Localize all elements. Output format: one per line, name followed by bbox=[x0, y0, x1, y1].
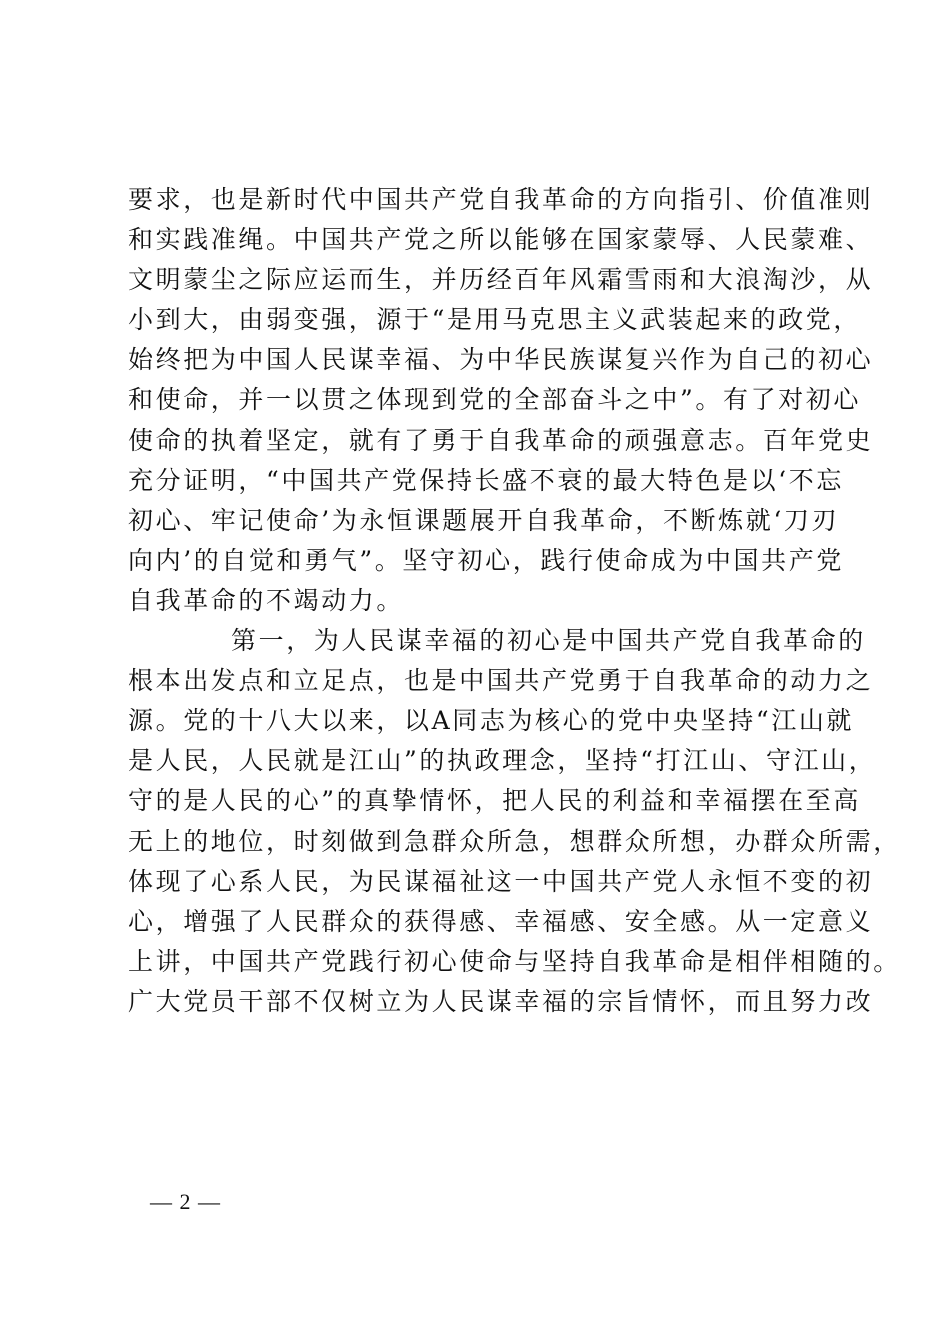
text-line: 向内’的自觉和勇气”。坚守初心，践行使命成为中国共产党 bbox=[128, 545, 844, 575]
text-line: 文明蒙尘之际应运而生，并历经百年风霜雪雨和大浪淘沙，从 bbox=[128, 265, 874, 295]
text-line: 无上的地位，时刻做到急群众所急，想群众所想，办群众所需， bbox=[128, 826, 901, 856]
text-line: 要求，也是新时代中国共产党自我革命的方向指引、价值准则 bbox=[128, 185, 874, 214]
page-number: — 2 — bbox=[150, 1189, 221, 1214]
paragraph-first-line: 第一，为人民谋幸福的初心是中国共产党自我革命的 bbox=[231, 626, 866, 656]
text-line: 根本出发点和立足点，也是中国共产党勇于自我革命的动力之 bbox=[128, 666, 874, 696]
text-line: 自我革命的不竭动力。 bbox=[128, 585, 405, 615]
text-line: 充分证明，“中国共产党保持长盛不衰的最大特色是以‘不忘 bbox=[128, 465, 844, 495]
text-line: 和实践准绳。中国共产党之所以能够在国家蒙辱、人民蒙难、 bbox=[128, 225, 874, 255]
text-line: 心，增强了人民群众的获得感、幸福感、安全感。从一定意义 bbox=[128, 906, 874, 936]
body-text bbox=[128, 180, 901, 1022]
text-line: 体现了心系人民，为民谋福祉这一中国共产党人永恒不变的初 bbox=[128, 866, 874, 896]
text-line: 和使命，并一以贯之体现到党的全部奋斗之中”。有了对初心 bbox=[128, 385, 861, 415]
text-line: 是人民，人民就是江山”的执政理念，坚持“打江山、守江山， bbox=[128, 746, 877, 776]
text-line: 守的是人民的心”的真挚情怀，把人民的利益和幸福摆在至高 bbox=[128, 786, 861, 816]
text-line: 上讲，中国共产党践行初心使命与坚持自我革命是相伴相随的。 bbox=[128, 946, 901, 976]
text-line: 始终把为中国人民谋幸福、为中华民族谋复兴作为自己的初心 bbox=[128, 345, 874, 375]
text-line: 使命的执着坚定，就有了勇于自我革命的顽强意志。百年党史 bbox=[128, 425, 874, 455]
text-line: 广大党员干部不仅树立为人民谋幸福的宗旨情怀，而且努力改 bbox=[128, 986, 874, 1016]
text-line: 小到大，由弱变强，源于“是用马克思主义武装起来的政党， bbox=[128, 305, 861, 335]
text-line: 初心、牢记使命’为永恒课题展开自我革命，不断炼就‘刀刃 bbox=[128, 505, 840, 535]
text-line: 源。党的十八大以来，以A同志为核心的党中央坚持“江山就 bbox=[128, 706, 855, 736]
